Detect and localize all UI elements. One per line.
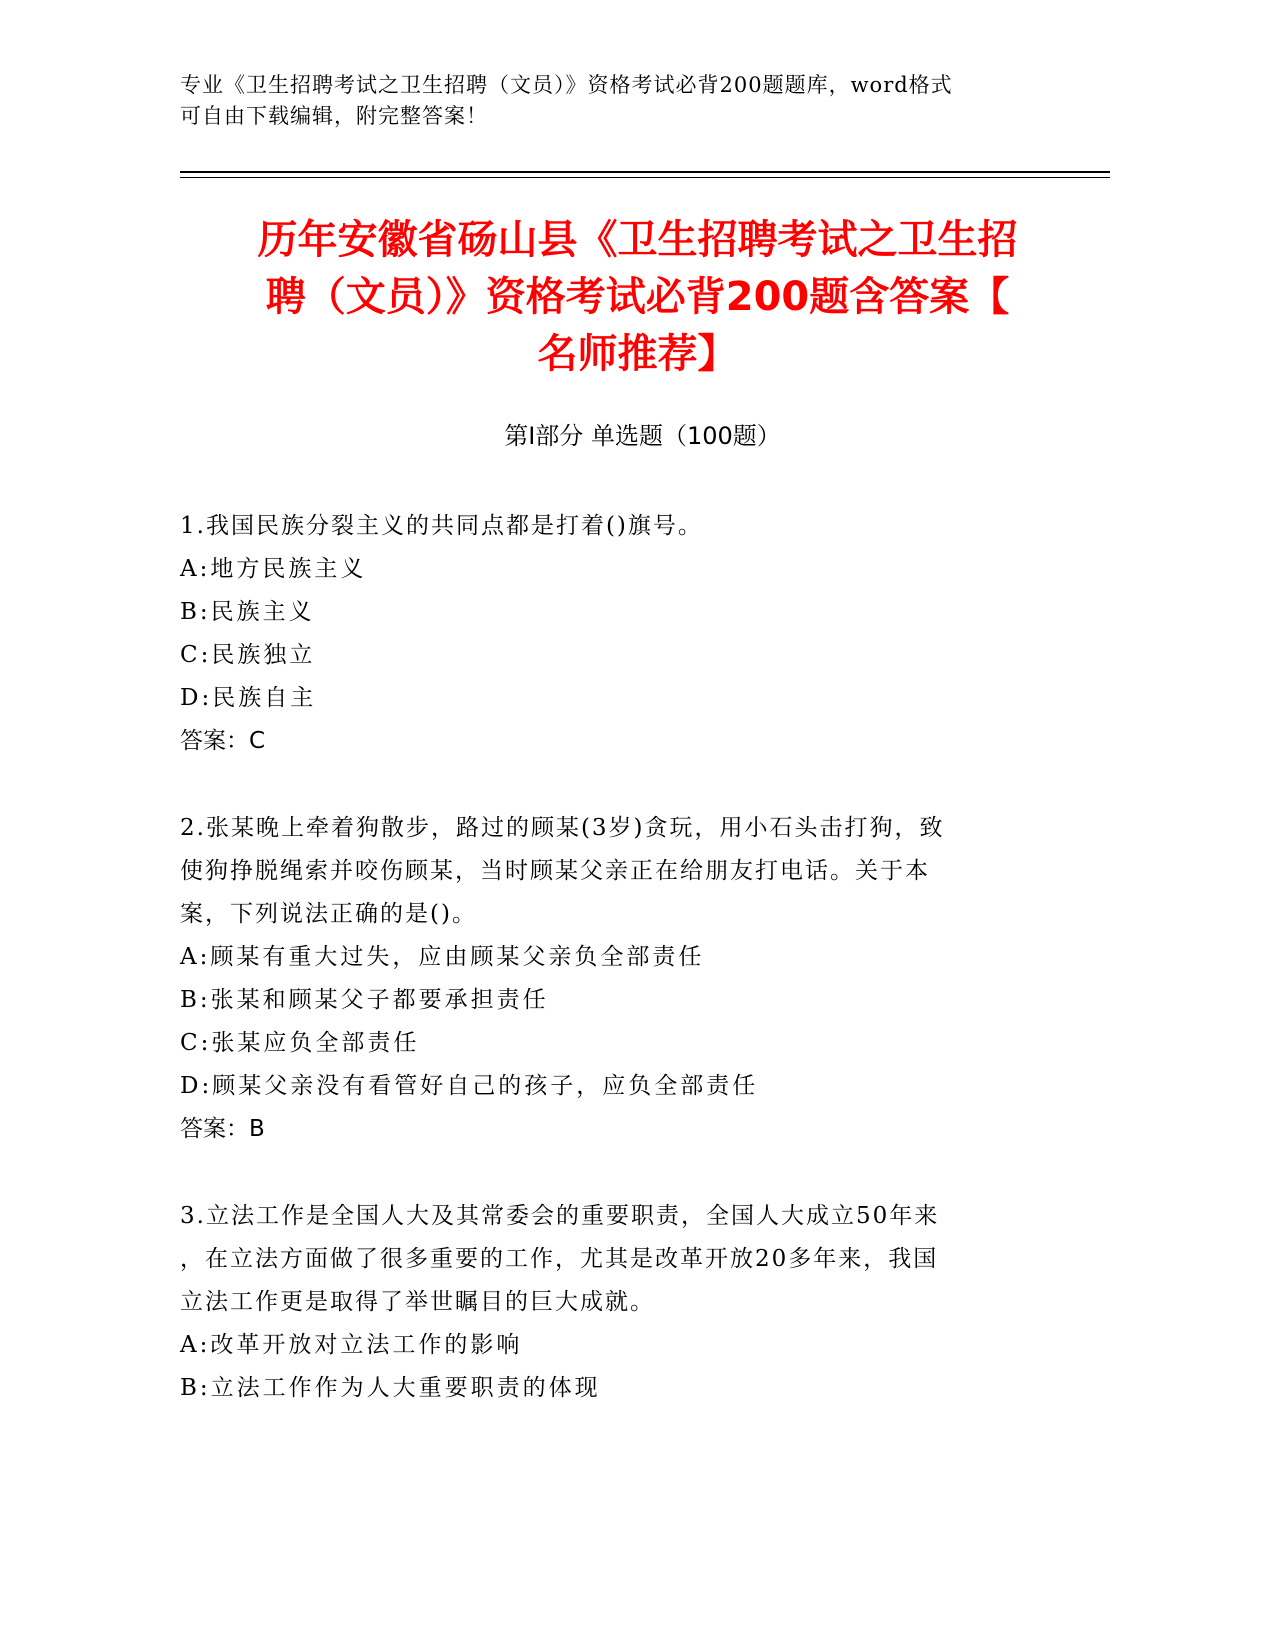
- document-title: [160, 212, 1115, 383]
- section-title: 第Ⅰ部分 单选题（100题）: [504, 422, 781, 450]
- question-stem: 2.张某晚上牵着狗散步，路过的顾某(3岁)贪玩，用小石头击打狗，致: [180, 815, 945, 841]
- option-a: A:改革开放对立法工作的影响: [180, 1332, 523, 1358]
- question-stem: 3.立法工作是全国人大及其常委会的重要职责，全国人大成立50年来: [180, 1203, 940, 1229]
- document-title-line: 名师推荐】: [537, 331, 738, 377]
- option-c: C:张某应负全部责任: [180, 1030, 420, 1056]
- header-note-line: 专业《卫生招聘考试之卫生招聘（文员）》资格考试必背200题题库，word格式: [180, 73, 953, 97]
- option-d: D:顾某父亲没有看管好自己的孩子，应负全部责任: [180, 1073, 759, 1099]
- header-divider-thick: [180, 171, 1110, 173]
- option-c: C:民族独立: [180, 642, 316, 668]
- question-item: [180, 807, 1100, 1151]
- header-note-line: 可自由下载编辑，附完整答案！: [180, 104, 488, 128]
- question-stem: 立法工作更是取得了举世瞩目的巨大成就。: [180, 1289, 655, 1315]
- question-list: [180, 505, 1100, 1454]
- option-b: B:张某和顾某父子都要承担责任: [180, 987, 549, 1013]
- header-note: [180, 70, 1080, 132]
- question-stem: 案，下列说法正确的是()。: [180, 901, 477, 927]
- option-a: A:顾某有重大过失，应由顾某父亲负全部责任: [180, 944, 705, 970]
- option-b: B:立法工作作为人大重要职责的体现: [180, 1375, 601, 1401]
- question-item: [180, 1195, 1100, 1410]
- answer-text: 答案：B: [180, 1116, 265, 1142]
- header-divider-thin: [180, 177, 1110, 178]
- question-stem: 1.我国民族分裂主义的共同点都是打着()旗号。: [180, 513, 703, 539]
- option-d: D:民族自主: [180, 685, 317, 711]
- option-a: A:地方民族主义: [180, 556, 367, 582]
- question-stem: 使狗挣脱绳索并咬伤顾某，当时顾某父亲正在给朋友打电话。关于本: [180, 858, 930, 884]
- document-title-line: 聘（文员）》资格考试必背200题含答案【: [265, 274, 1010, 320]
- answer-text: 答案：C: [180, 728, 266, 754]
- option-b: B:民族主义: [180, 599, 315, 625]
- question-item: [180, 505, 1100, 763]
- question-stem: ，在立法方面做了很多重要的工作，尤其是改革开放20多年来，我国: [180, 1246, 939, 1272]
- document-title-line: 历年安徽省砀山县《卫生招聘考试之卫生招: [257, 217, 1018, 263]
